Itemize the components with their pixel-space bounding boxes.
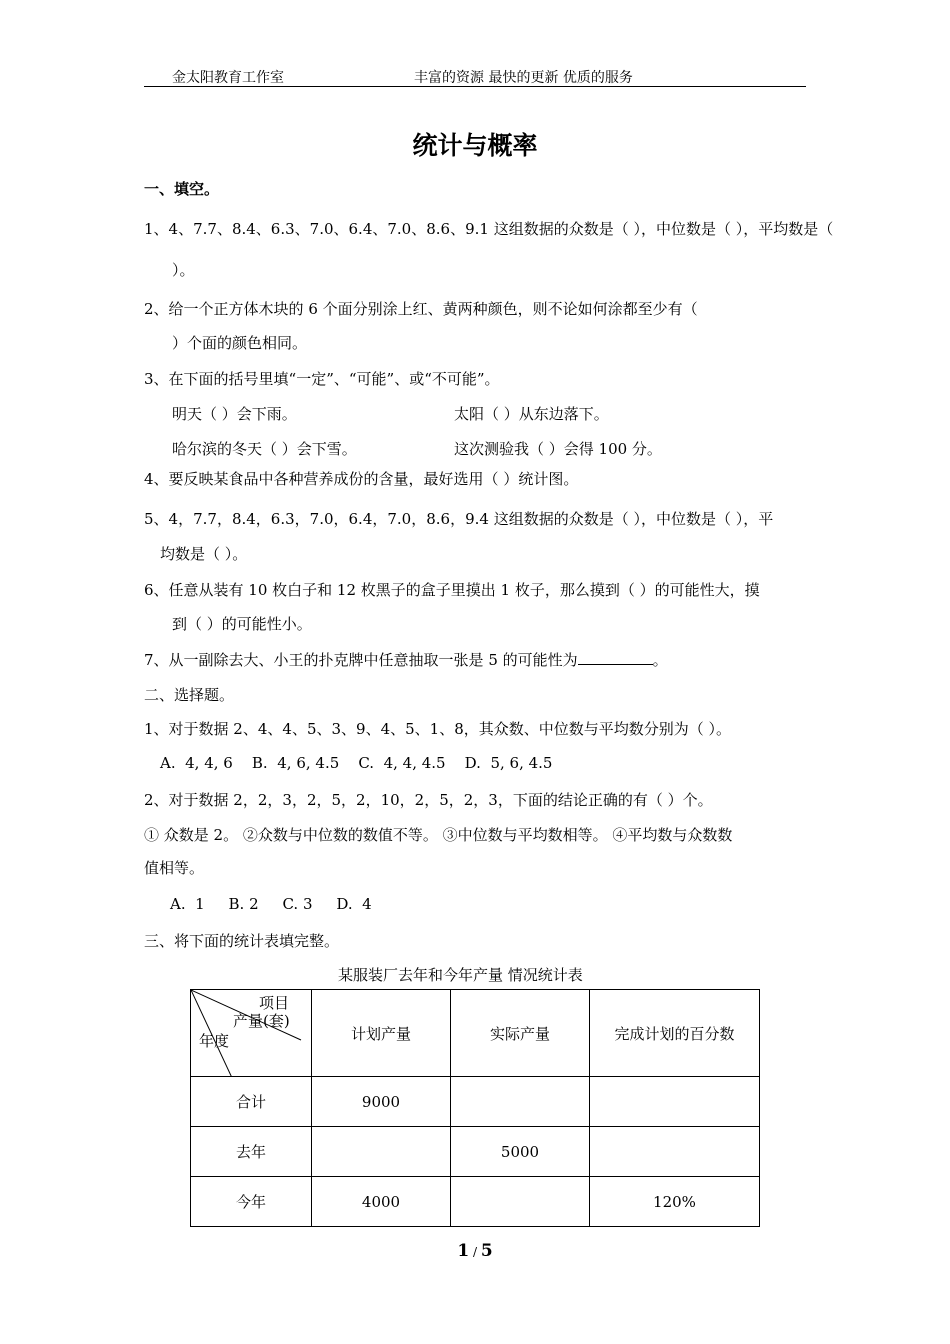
row-label: 合计 (191, 1077, 312, 1127)
cell-actual (451, 1177, 590, 1227)
page-total: 5 (480, 1241, 493, 1261)
section3-heading: 三、将下面的统计表填完整。 (144, 932, 340, 950)
header-right: 丰富的资源 最快的更新 优质的服务 (414, 70, 633, 86)
s2-q2: 2、对于数据 2，2，3，2，5，2，10，2，5，2，3，下面的结论正确的有（ ）个。 (144, 791, 713, 809)
q7-end: 。 (652, 651, 668, 669)
header-left: 金太阳教育工作室 (172, 70, 284, 86)
cell-actual (451, 1077, 590, 1127)
cell-percent: 120% (590, 1177, 760, 1227)
q3-item4: 这次测验我（ ）会得 100 分。 (454, 440, 662, 458)
cell-planned: 4000 (312, 1177, 451, 1227)
cell-percent (590, 1127, 760, 1177)
cell-planned (312, 1127, 451, 1177)
s2-q2-statements1: ① 众数是 2。 ②众数与中位数的数值不等。 ③中位数与平均数相等。 ④平均数与众数数 (144, 826, 733, 844)
row-label: 去年 (191, 1127, 312, 1177)
q6-line2: 到（ ）的可能性小。 (172, 615, 312, 633)
s2-q1: 1、对于数据 2、4、4、5、3、9、4、5、1、8，其众数、中位数与平均数分别为（ ）。 (144, 720, 732, 738)
page-number (0, 1241, 950, 1261)
q7-blank (578, 650, 653, 665)
section1-heading: 一、填空。 (144, 180, 220, 198)
table-title: 某服装厂去年和今年产量 情况统计表 (338, 966, 583, 984)
corner-label-item: 项目 (259, 994, 290, 1012)
s2-q1-options: A. 4, 4, 6 B. 4, 6, 4.5 C. 4, 4, 4.5 D. 5, 6, 4.5 (160, 754, 553, 772)
table-header-row (191, 990, 760, 1077)
page-title: 统计与概率 (412, 131, 538, 160)
s2-q2-statements2: 值相等。 (144, 859, 205, 877)
corner-cell (191, 990, 312, 1077)
q2-line1: 2、给一个正方体木块的 6 个面分别涂上红、黄两种颜色，则不论如何涂都至少有（ (144, 300, 698, 318)
section2-heading: 二、选择题。 (144, 686, 235, 704)
q3-item1: 明天（ ）会下雨。 (172, 405, 297, 423)
table-row (191, 1077, 760, 1127)
q7-text: 7、从一副除去大、小王的扑克牌中任意抽取一张是 5 的可能性为 (144, 651, 578, 669)
page-current: 1 (457, 1241, 470, 1261)
q6-line1: 6、任意从装有 10 枚白子和 12 枚黑子的盒子里摸出 1 枚子，那么摸到（ ）的可能性大，摸 (144, 581, 760, 599)
q3-item3: 哈尔滨的冬天（ ）会下雪。 (172, 440, 357, 458)
q2-line2: ）个面的颜色相同。 (172, 334, 308, 352)
header-rule (144, 86, 806, 87)
q3-line: 3、在下面的括号里填“一定”、“可能”、或“不可能”。 (144, 370, 500, 388)
stats-table (190, 989, 760, 1227)
q1-line1: 1、4、7.7、8.4、6.3、7.0、6.4、7.0、8.6、9.1 这组数据的众数是（ ），中位数是（ ），平均数是（ (144, 220, 834, 238)
q1-line2: ）。 (172, 261, 195, 279)
col-header-actual: 实际产量 (451, 990, 590, 1077)
table-row (191, 1177, 760, 1227)
col-header-planned: 计划产量 (312, 990, 451, 1077)
q3-item2: 太阳（ ）从东边落下。 (454, 405, 609, 423)
col-header-percent: 完成计划的百分数 (590, 990, 760, 1077)
row-label: 今年 (191, 1177, 312, 1227)
cell-percent (590, 1077, 760, 1127)
corner-label-year: 年度 (199, 1032, 230, 1050)
corner-label-output: 产量(套) (233, 1012, 290, 1030)
cell-actual: 5000 (451, 1127, 590, 1177)
s2-q2-options: A. 1 B. 2 C. 3 D. 4 (170, 895, 372, 913)
q4-line: 4、要反映某食品中各种营养成份的含量，最好选用（ ）统计图。 (144, 470, 579, 488)
q5-line1: 5、4，7.7，8.4，6.3，7.0，6.4，7.0，8.6，9.4 这组数据的众数是（ ），中位数是（ ），平 (144, 510, 774, 528)
q5-line2: 均数是（ ）。 (160, 545, 248, 563)
cell-planned: 9000 (312, 1077, 451, 1127)
q7-line (144, 649, 668, 670)
page-separator: / (469, 1245, 481, 1259)
table-row (191, 1127, 760, 1177)
